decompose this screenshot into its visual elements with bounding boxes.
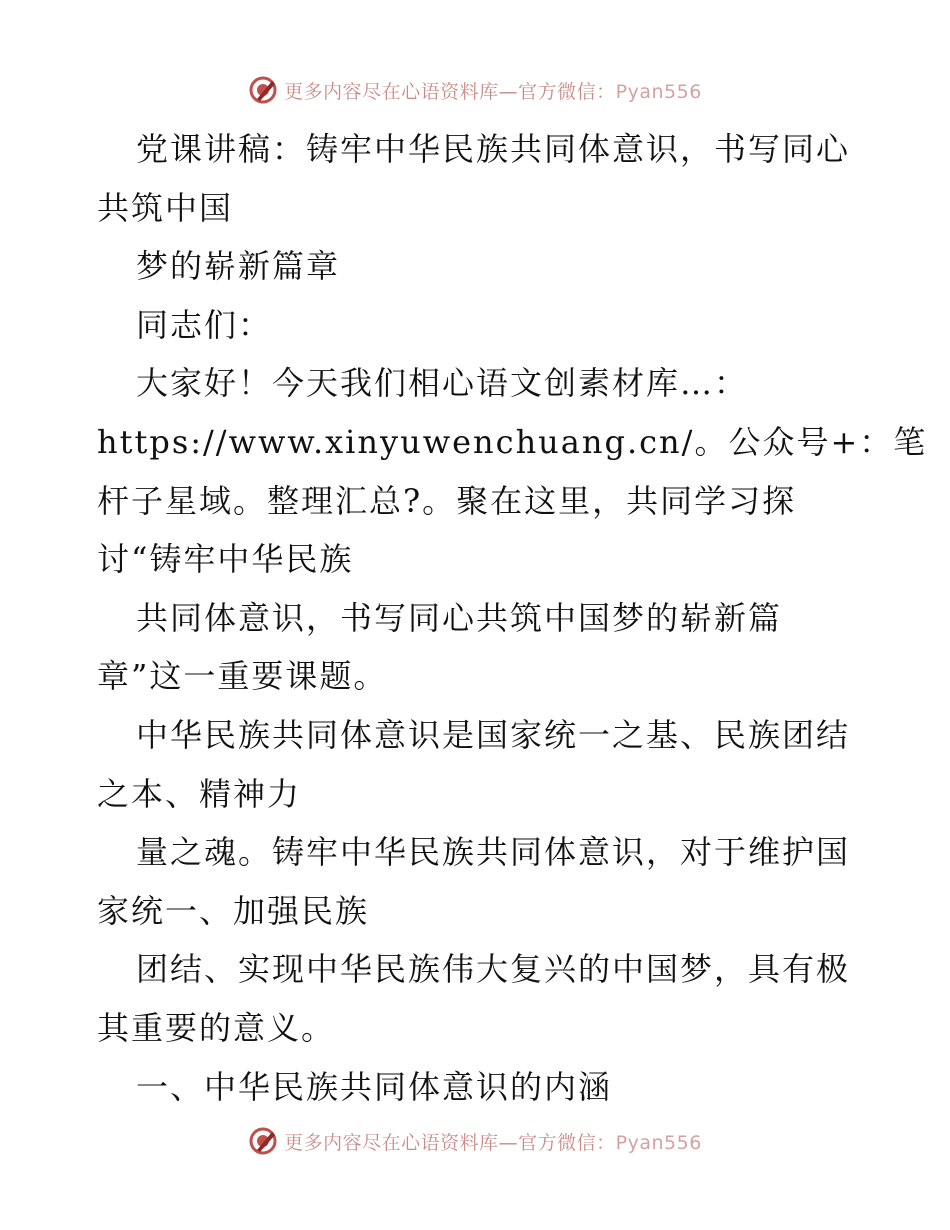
footer-watermark <box>0 1121 950 1161</box>
text-line: 大家好！今天我们相心语文创素材库…： <box>136 364 749 403</box>
text-line: 团结、实现中华民族伟大复兴的中国梦，具有极 <box>136 950 851 989</box>
watermark-id: Pyan556 <box>615 1131 702 1154</box>
document-body <box>97 120 928 1116</box>
text-line: 章”这一重要课题。 <box>97 657 388 696</box>
text-line: 梦的崭新篇章 <box>136 247 341 286</box>
text-line: 党课讲稿：铸牢中华民族共同体意识，书写同心 <box>136 130 851 168</box>
watermark-id: Pyan556 <box>615 80 702 103</box>
text-line: 一、中华民族共同体意识的内涵 <box>136 1067 613 1106</box>
text-line: 共筑中国 <box>97 188 234 227</box>
header-watermark <box>0 70 950 110</box>
watermark-text: 更多内容尽在心语资料库—官方微信： <box>284 80 616 103</box>
pen-circle-logo-icon <box>248 75 278 105</box>
text-line: 同志们： <box>136 305 273 344</box>
text-line: 量之魂。铸牢中华民族共同体意识，对于维护国 <box>136 833 851 872</box>
text-line: 家统一、加强民族 <box>97 891 370 930</box>
text-line: https://www.xinyuwenchuang.cn/。公众号+：笔 <box>97 422 928 461</box>
text-line: 讨“铸牢中华民族 <box>97 540 354 579</box>
text-line: 其重要的意义。 <box>97 1008 336 1047</box>
text-line: 杆子星域。整理汇总?。聚在这里，共同学习探 <box>97 481 797 520</box>
text-line: 共同体意识，书写同心共筑中国梦的崭新篇 <box>136 598 783 637</box>
text-line: 中华民族共同体意识是国家统一之基、民族团结 <box>136 715 851 754</box>
pen-circle-logo-icon <box>248 1126 278 1156</box>
watermark-text: 更多内容尽在心语资料库—官方微信： <box>284 1131 616 1154</box>
text-line: 之本、精神力 <box>97 774 302 813</box>
